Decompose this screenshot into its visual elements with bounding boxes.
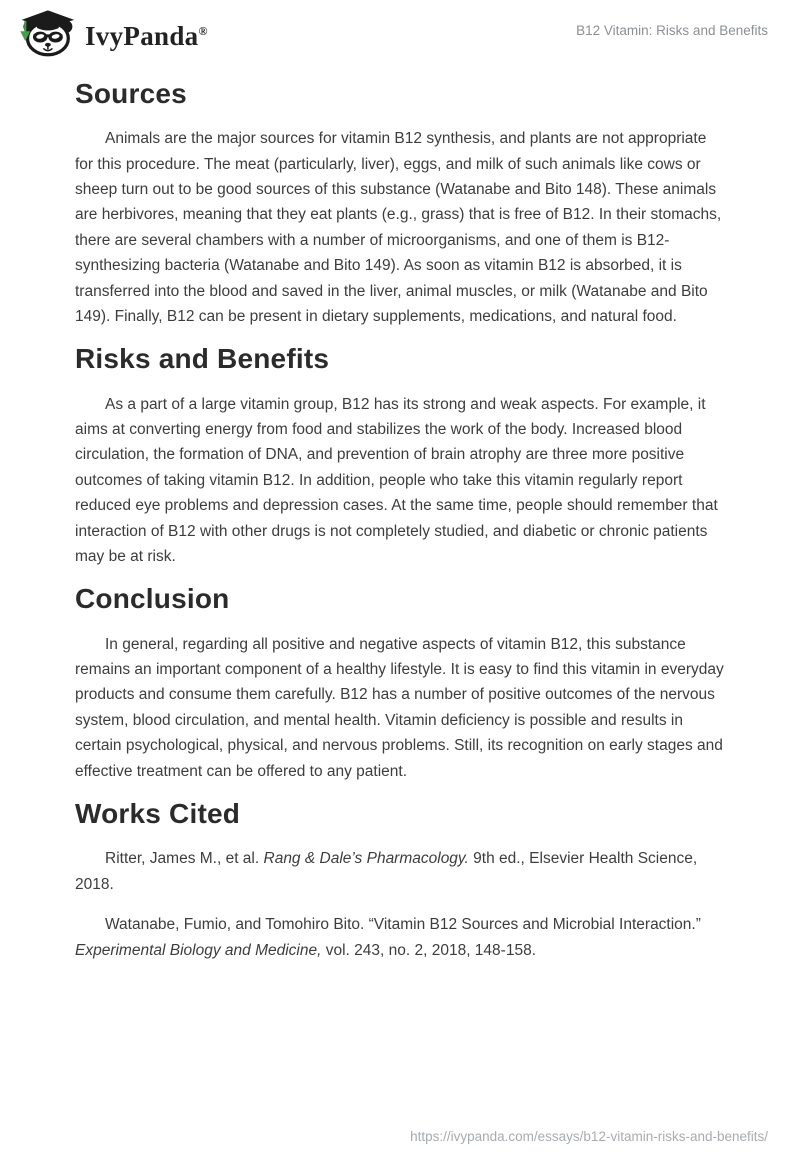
citation-text: Watanabe, Fumio, and Tomohiro Bito. “Vitamin B12 Sources and Microbial Interaction.” bbox=[105, 916, 701, 934]
citation-text: Ritter, James M., et al. bbox=[105, 850, 264, 868]
heading-risks-and-benefits: Risks and Benefits bbox=[75, 343, 330, 375]
page-header bbox=[0, 0, 800, 58]
footer-url: https://ivypanda.com/essays/b12-vitamin-risks-and-benefits/ bbox=[410, 1129, 768, 1144]
ivypanda-logo-icon bbox=[18, 8, 76, 58]
citation-entry-ritter bbox=[75, 846, 725, 897]
document-content bbox=[0, 58, 800, 963]
registered-mark: ® bbox=[198, 23, 208, 38]
brand-name bbox=[85, 17, 208, 50]
heading-conclusion: Conclusion bbox=[75, 583, 230, 615]
citation-source-title: Experimental Biology and Medicine, bbox=[75, 941, 322, 959]
paragraph-risks-and-benefits: As a part of a large vitamin group, B12 has its strong and weak aspects. For example, it aims at converting energy from food and stabilizes the work of the body. Increased blood circulation, the formation of DNA, and prevention of brain atrophy are three more positive outcomes of taking vitamin B12. In addition, people who take this vitamin regularly report reduced eye problems and depression cases. At the same time, people should remember that interaction of B12 with other drugs is not completely studied, and diabetic or chronic patients may be at risk. bbox=[75, 395, 718, 566]
document-title-header: B12 Vitamin: Risks and Benefits bbox=[576, 23, 768, 38]
citation-text: 9th ed., Elsevier Health Science, 2018. bbox=[75, 850, 698, 893]
brand-name-text: IvyPanda bbox=[85, 20, 199, 51]
citation-text: vol. 243, no. 2, 2018, 148-158. bbox=[321, 941, 536, 959]
citation-source-title: Rang & Dale’s Pharmacology. bbox=[263, 850, 469, 868]
citation-entry-watanabe bbox=[75, 912, 725, 963]
heading-works-cited: Works Cited bbox=[75, 798, 241, 830]
paragraph-conclusion: In general, regarding all positive and negative aspects of vitamin B12, this substance remains an important component of a healthy lifestyle. It is easy to find this vitamin in everyday products and consume them carefully. B12 has a number of positive outcomes of the nervous system, blood circulation, and mental health. Vitamin deficiency is possible and results in certain psychological, physical, and nervous problems. Still, its recognition on early stages and effective treatment can be offered to any patient. bbox=[75, 635, 724, 780]
paragraph-sources: Animals are the major sources for vitamin B12 synthesis, and plants are not appropriate for this procedure. The meat (particularly, liver), eggs, and milk of such animals like cows or sheep turn out to be good sources of this substance (Watanabe and Bito 148). These animals are herbivores, meaning that they eat plants (e.g., grass) that is free of B12. In their stomachs, there are several chambers with a number of microorganisms, and one of them is B12-synthesizing bacteria (Watanabe and Bito 149). As soon as vitamin B12 is absorbed, it is transferred into the blood and saved in the liver, animal muscles, or milk (Watanabe and Bito 149). Finally, B12 can be present in dietary supplements, medications, and natural food. bbox=[75, 130, 722, 326]
brand[interactable] bbox=[18, 8, 208, 58]
heading-sources: Sources bbox=[75, 78, 187, 109]
